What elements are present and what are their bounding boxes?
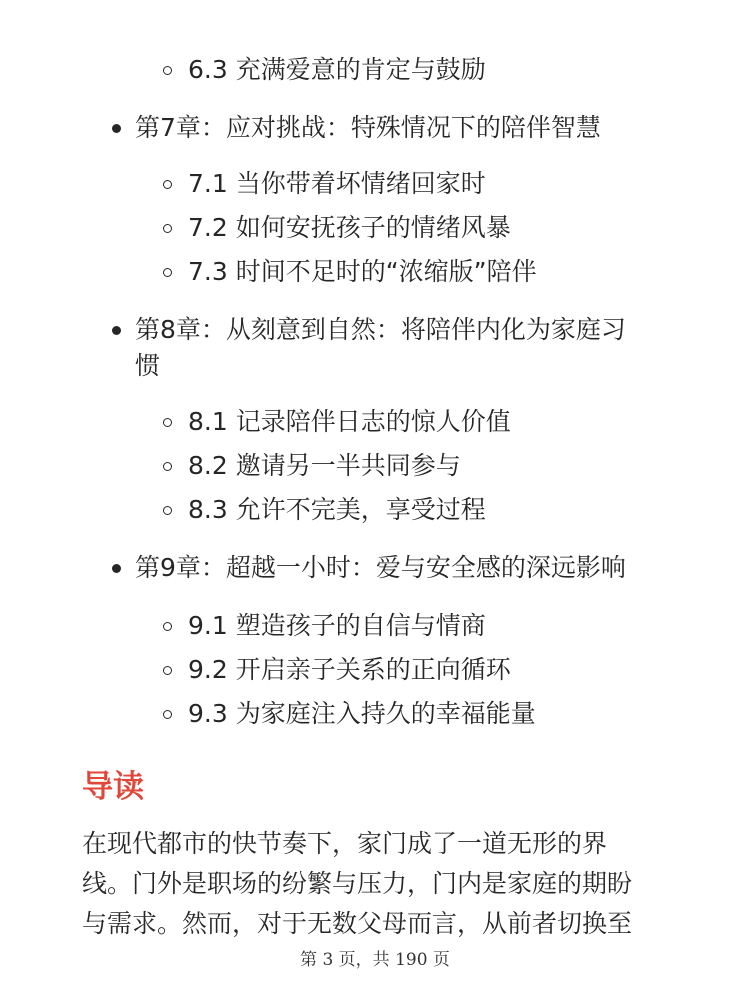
toc-chapter: 第9章：超越一小时：爱与安全感的深远影响 bbox=[135, 553, 626, 582]
toc-chapter-continuation: 惯 bbox=[135, 351, 161, 380]
toc-section: 9.2 开启亲子关系的正向循环 bbox=[188, 655, 511, 684]
section-heading: 导读 bbox=[82, 769, 144, 805]
page-number-footer: 第 3 页，共 190 页 bbox=[300, 950, 450, 970]
paragraph-line: 在现代都市的快节奏下，家门成了一道无形的界 bbox=[82, 829, 608, 858]
circle-bullet-icon bbox=[163, 224, 172, 233]
disc-bullet-icon bbox=[112, 124, 121, 133]
toc-section: 9.3 为家庭注入持久的幸福能量 bbox=[188, 699, 536, 728]
disc-bullet-icon bbox=[112, 564, 121, 573]
toc-chapter: 第7章：应对挑战：特殊情况下的陪伴智慧 bbox=[135, 113, 601, 142]
toc-chapter: 第8章：从刻意到自然：将陪伴内化为家庭习 bbox=[135, 315, 626, 344]
circle-bullet-icon bbox=[163, 666, 172, 675]
circle-bullet-icon bbox=[163, 268, 172, 277]
paragraph-line: 与需求。然而，对于无数父母而言，从前者切换至 bbox=[82, 909, 633, 938]
disc-bullet-icon bbox=[112, 326, 121, 335]
circle-bullet-icon bbox=[163, 66, 172, 75]
circle-bullet-icon bbox=[163, 418, 172, 427]
circle-bullet-icon bbox=[163, 462, 172, 471]
toc-section: 7.1 当你带着坏情绪回家时 bbox=[188, 169, 486, 198]
circle-bullet-icon bbox=[163, 180, 172, 189]
circle-bullet-icon bbox=[163, 710, 172, 719]
circle-bullet-icon bbox=[163, 506, 172, 515]
toc-section: 8.1 记录陪伴日志的惊人价值 bbox=[188, 407, 511, 436]
toc-section: 9.1 塑造孩子的自信与情商 bbox=[188, 611, 486, 640]
toc-section: 8.3 允许不完美，享受过程 bbox=[188, 495, 486, 524]
circle-bullet-icon bbox=[163, 622, 172, 631]
toc-section: 7.2 如何安抚孩子的情绪风暴 bbox=[188, 213, 511, 242]
toc-section: 6.3 充满爱意的肯定与鼓励 bbox=[188, 55, 486, 84]
toc-section: 8.2 邀请另一半共同参与 bbox=[188, 451, 461, 480]
paragraph-line: 线。门外是职场的纷繁与压力，门内是家庭的期盼 bbox=[82, 869, 633, 898]
toc-section: 7.3 时间不足时的“浓缩版”陪伴 bbox=[188, 257, 537, 286]
